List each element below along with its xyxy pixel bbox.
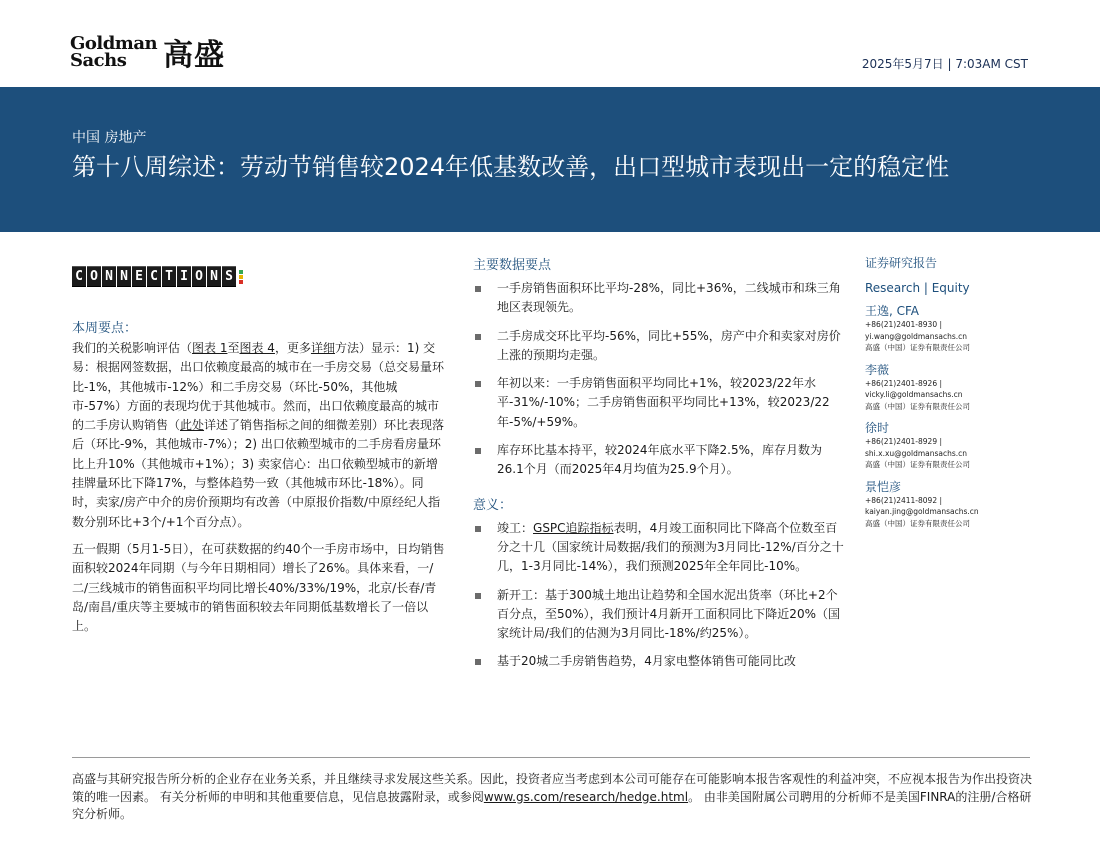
- text-run: 方法）显示：1) 交易：根据网签数据，出口依赖度最高的城市在一手房交易（总交易量环比-1%，其他城市-12%）和二手房交易（环比-50%，其他城市-57%）方面的表现均优于其他城市。然而，出口依赖度最高的城市的二手房认购销售（: [72, 341, 445, 433]
- list-item: [473, 586, 845, 644]
- bullet-square-icon: [475, 659, 481, 665]
- disclaimer-text: 。 由非美国附属公司聘用的分析师不是美国FINRA的注册/合格研究分析师。: [72, 789, 1032, 821]
- analyst-card: [865, 304, 1045, 354]
- analyst-phone: +86(21)2401-8930 |: [865, 320, 943, 329]
- list-item: [473, 327, 845, 366]
- analyst-email[interactable]: kaiyan.jing@goldmansachs.cn: [865, 507, 979, 516]
- middle-column: [473, 254, 845, 681]
- text-run: 表明，4月竣工面积同比下降高个位数至百分之十几（国家统计局数据/我们的预测为3月同比-12%/百分之十几，1-3月同比-14%），我们预测2025年全年同比-10%。: [497, 520, 844, 574]
- analyst-phone: +86(21)2401-8929 |: [865, 437, 943, 446]
- red-dot-icon: [239, 280, 243, 284]
- connections-letter: I: [177, 266, 191, 287]
- analyst-card: [865, 480, 1045, 530]
- connections-letter: C: [72, 266, 86, 287]
- bullet-square-icon: [475, 381, 481, 387]
- connections-letter: C: [147, 266, 161, 287]
- text-run: 我们的关税影响评估（: [72, 341, 193, 355]
- text-run: ，更多: [274, 341, 311, 355]
- list-item: [473, 441, 845, 480]
- connections-letter: S: [222, 266, 236, 287]
- hedge-disclosure-link[interactable]: www.gs.com/research/hedge.html: [483, 789, 689, 804]
- list-item: [473, 374, 845, 432]
- analyst-org: 高盛（中国）证券有限责任公司: [865, 401, 970, 411]
- key-points-heading: 本周要点：: [72, 321, 138, 336]
- list-item: [473, 652, 845, 671]
- title-banner: [0, 87, 1100, 232]
- report-date: 2025年5月7日 | 7:03AM CST: [861, 57, 1028, 71]
- connections-letter: N: [117, 266, 131, 287]
- implications-heading: 意义：: [473, 497, 513, 513]
- analyst-card: [865, 421, 1045, 471]
- data-highlights-heading: 主要数据要点: [473, 258, 552, 273]
- analyst-name: 王逸, CFA: [865, 304, 920, 318]
- analyst-name: 李薇: [865, 362, 890, 377]
- logo-cn: 高盛: [163, 38, 226, 73]
- left-column: [72, 317, 446, 644]
- list-item-text: 新开工：基于300城土地出让趋势和全国水泥出货率（环比+2个百分点，至50%），我们预计4月新开工面积同比下降近20%（国家统计局/我们的估测为3月同比-18%/约25%）。: [497, 587, 840, 641]
- footer-divider: [72, 757, 1030, 758]
- list-item-text: 二手房成交环比平均-56%，同比+55%，房产中介和卖家对房价上涨的预期均走强。: [497, 328, 841, 362]
- gspc-tracker-link[interactable]: GSPC追踪指标: [533, 520, 614, 535]
- text-run: 详述了销售指标之间的细微差别）环比表现落后（环比-9%，其他城市-7%）；2) 出口依赖型城市的二手房看房量环比上升10%（其他城市+1%）；3) 卖家信心：出口依赖型城市的新增挂牌量环比下降17%，与整体趋势一致（其他城市环比-18%）。同时，卖家/房产中介的房价预期均有改善（中原报价指数/中原经纪人指数分别环比+3个/+1个百分点）。: [72, 418, 445, 529]
- connections-logo: [72, 266, 243, 287]
- analyst-org: 高盛（中国）证券有限责任公司: [865, 460, 970, 469]
- analyst-email[interactable]: yi.wang@goldmansachs.cn: [865, 331, 968, 341]
- green-dot-icon: [239, 270, 243, 274]
- analyst-email[interactable]: shi.x.xu@goldmansachs.cn: [865, 448, 968, 458]
- analyst-org: 高盛（中国）证券有限责任公司: [865, 343, 970, 352]
- logo-line1: Goldman: [70, 33, 158, 54]
- department-label: 中国 房地产: [72, 130, 147, 146]
- details-link[interactable]: 详细: [310, 341, 335, 355]
- bullet-square-icon: [475, 593, 481, 599]
- list-item-text: [497, 519, 845, 577]
- text-run: 竣工：: [497, 520, 534, 535]
- text-run: 至: [227, 341, 240, 355]
- goldman-sachs-logo: [70, 30, 225, 74]
- logo-line2: Sachs: [70, 50, 127, 71]
- bullet-square-icon: [475, 448, 481, 454]
- analyst-email[interactable]: vicky.li@goldmansachs.cn: [865, 390, 963, 399]
- bullet-square-icon: [475, 286, 481, 292]
- bullet-square-icon: [475, 526, 481, 532]
- here-link[interactable]: 此处: [180, 418, 205, 433]
- analyst-org: 高盛（中国）证券有限责任公司: [865, 518, 970, 528]
- list-item-text: 库存环比基本持平，较2024年底水平下降2.5%，库存月数为26.1个月（而2025年4月均值为25.9个月）。: [497, 443, 823, 477]
- report-title: 第十八周综述：劳动节销售较2024年低基数改善，出口型城市表现出一定的稳定性: [72, 153, 950, 181]
- analyst-phone: +86(21)2411-8092 |: [865, 495, 943, 505]
- report-type-label: 证券研究报告: [865, 256, 938, 270]
- connections-letter: O: [87, 266, 101, 287]
- yellow-dot-icon: [239, 275, 243, 279]
- connections-letter: N: [207, 266, 221, 287]
- key-points-paragraph-1: [72, 339, 446, 532]
- connections-letter: N: [102, 266, 116, 287]
- exhibit-4-link[interactable]: 图表 4: [239, 341, 275, 355]
- list-item: [473, 279, 845, 318]
- list-item-text: 基于20城二手房销售趋势，4月家电整体销售可能同比改: [497, 654, 796, 669]
- disclaimer-text: 高盛与其研究报告所分析的企业存在业务关系，并且继续寻求发展这些关系。因此，投资者应当考虑到本公司可能存在可能影响本报告客观性的利益冲突，不应视本报告为作出投资决策的唯一因素。 有关分析师的申明和其他重要信息，见信息披露附录，或参阅: [72, 772, 1033, 804]
- connections-letter: O: [192, 266, 206, 287]
- connections-letter: T: [162, 266, 176, 287]
- analyst-name: 景恺彦: [865, 479, 902, 494]
- analyst-phone: +86(21)2401-8926 |: [865, 378, 943, 388]
- exhibit-1-link[interactable]: 图表 1: [192, 341, 228, 355]
- bullet-square-icon: [475, 334, 481, 340]
- key-points-body: [72, 339, 446, 636]
- right-column: [865, 254, 1045, 529]
- analyst-card: [865, 363, 1045, 413]
- list-item-text: 年初以来：一手房销售面积平均同比+1%，较2023/22年水平-31%/-10%；二手房销售面积平均同比+13%，较2023/22年-5%/+59%。: [497, 376, 830, 429]
- research-equity-label: Research | Equity: [865, 281, 970, 295]
- list-item-text: 一手房销售面积环比平均-28%，同比+36%，二线城市和珠三角地区表现领先。: [497, 281, 841, 315]
- list-item: [473, 519, 845, 577]
- disclaimer: [72, 771, 1034, 824]
- connections-letter: E: [132, 266, 146, 287]
- analyst-name: 徐时: [865, 421, 890, 435]
- signal-dots-icon: [239, 270, 243, 284]
- key-points-paragraph-2: 五一假期（5月1-5日），在可获数据的约40个一手房市场中，日均销售面积较2024年同期（与今年日期相同）增长了26%。具体来看，一/二/三线城市的销售面积平均同比增长40%/33%/19%，北京/长春/青岛/南昌/重庆等主要城市的销售面积较去年同期低基数增长了一倍以上。: [72, 541, 445, 634]
